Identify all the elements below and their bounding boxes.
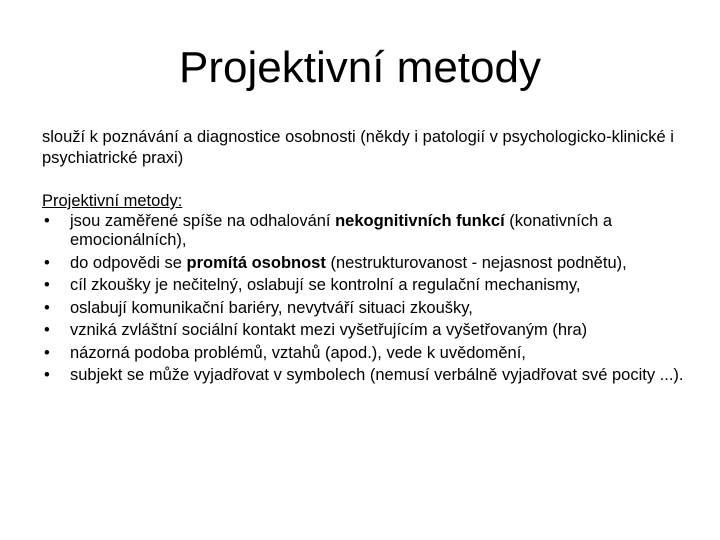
item-text-after: (nestrukturovanost - nejasnost podnětu), bbox=[325, 253, 627, 272]
bullet-icon: • bbox=[44, 343, 50, 362]
item-text: cíl zkoušky je nečitelný, oslabují se kontrolní a regulační mechanismy, bbox=[70, 276, 581, 294]
list-item bbox=[42, 366, 692, 386]
list-item bbox=[42, 212, 692, 251]
item-text: názorná podoba problémů, vztahů (apod.), vede k uvědomění, bbox=[70, 343, 526, 362]
methods-section bbox=[42, 192, 692, 389]
slide-title: Projektivní metody bbox=[179, 43, 541, 92]
item-bold: nekognitivních funkcí bbox=[335, 211, 505, 230]
bullet-icon: • bbox=[44, 298, 50, 317]
item-bold: promítá osobnost bbox=[186, 253, 326, 272]
list-item bbox=[42, 344, 692, 364]
bullet-icon: • bbox=[44, 321, 50, 339]
item-text: oslabují komunikační bariéry, nevytváří situaci zkoušky, bbox=[70, 298, 473, 317]
item-text: jsou zaměřené spíše na odhalování bbox=[70, 211, 336, 230]
bullet-list bbox=[42, 212, 692, 386]
list-item bbox=[42, 299, 692, 319]
section-label: Projektivní metody: bbox=[42, 192, 183, 210]
list-item bbox=[42, 276, 692, 296]
intro-text: slouží k poznávání a diagnostice osobnosti (někdy i patologií v psychologicko-klinické i psychiatrické praxi) bbox=[42, 128, 674, 167]
bullet-icon: • bbox=[44, 211, 50, 230]
list-item bbox=[42, 321, 692, 341]
item-text: do odpovědi se bbox=[70, 253, 187, 272]
bullet-icon: • bbox=[44, 366, 50, 384]
item-text: vzniká zvláštní sociální kontakt mezi vyšetřujícím a vyšetřovaným (hra) bbox=[70, 321, 588, 339]
item-text: subjekt se může vyjadřovat v symbolech (nemusí verbálně vyjadřovat své pocity ...). bbox=[70, 366, 684, 384]
item-text-after: (konativních a emocionálních), bbox=[70, 211, 613, 249]
list-item bbox=[42, 254, 692, 274]
bullet-icon: • bbox=[44, 253, 50, 272]
bullet-icon: • bbox=[44, 276, 50, 294]
